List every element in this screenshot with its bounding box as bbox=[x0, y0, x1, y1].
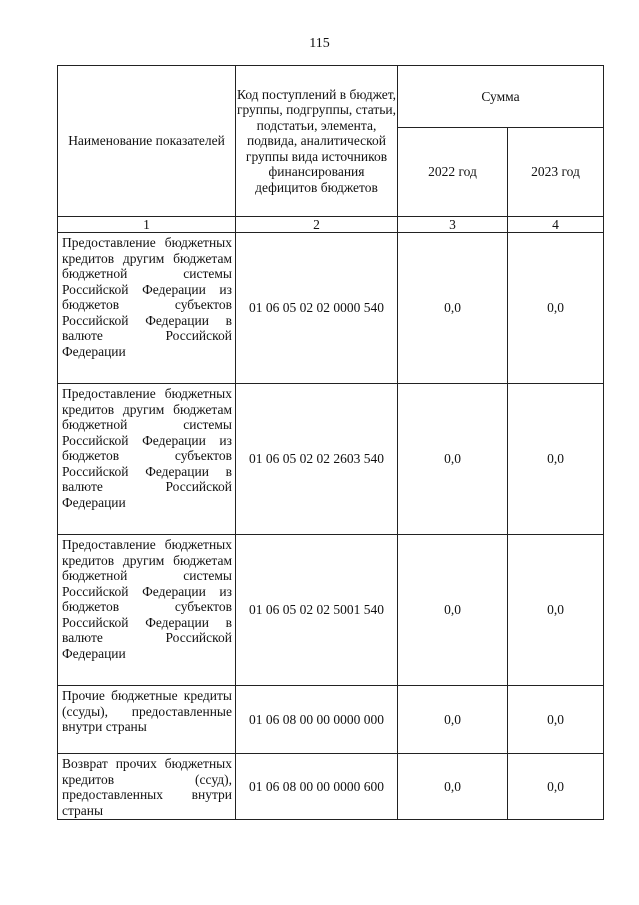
header-sum-column: Сумма bbox=[398, 66, 604, 128]
row-value-2022: 0,0 bbox=[398, 233, 508, 384]
page-number: 115 bbox=[309, 36, 330, 51]
table-row bbox=[58, 535, 604, 686]
row-name: Прочие бюджетные кредиты (ссуды), предоставленные внутри страны bbox=[58, 686, 236, 754]
row-value-2023: 0,0 bbox=[508, 535, 604, 686]
row-value-2023: 0,0 bbox=[508, 754, 604, 820]
column-number-row bbox=[58, 217, 604, 233]
table-row bbox=[58, 754, 604, 820]
header-name-column: Наименование показателей bbox=[58, 66, 236, 217]
row-code: 01 06 08 00 00 0000 600 bbox=[236, 754, 398, 820]
row-name: Предоставление бюджетных кредитов другим бюджетам бюджетной системы Российской Федерации из бюджетов субъектов Российской Федерации в валюте Российской Федерации bbox=[58, 535, 236, 686]
budget-table bbox=[57, 65, 604, 820]
row-name: Предоставление бюджетных кредитов другим бюджетам бюджетной системы Российской Федерации из бюджетов субъектов Российской Федерации в валюте Российской Федерации bbox=[58, 233, 236, 384]
row-value-2022: 0,0 bbox=[398, 535, 508, 686]
column-number-1: 1 bbox=[58, 217, 236, 233]
table-row bbox=[58, 233, 604, 384]
column-number-4: 4 bbox=[508, 217, 604, 233]
table-row bbox=[58, 686, 604, 754]
table-row bbox=[58, 384, 604, 535]
row-value-2022: 0,0 bbox=[398, 754, 508, 820]
row-name: Возврат прочих бюджетных кредитов (ссуд), предоставленных внутри страны bbox=[58, 754, 236, 820]
row-value-2023: 0,0 bbox=[508, 384, 604, 535]
row-value-2022: 0,0 bbox=[398, 384, 508, 535]
row-name: Предоставление бюджетных кредитов другим бюджетам бюджетной системы Российской Федерации из бюджетов субъектов Российской Федерации в валюте Российской Федерации bbox=[58, 384, 236, 535]
row-value-2023: 0,0 bbox=[508, 233, 604, 384]
row-value-2023: 0,0 bbox=[508, 686, 604, 754]
row-code: 01 06 08 00 00 0000 000 bbox=[236, 686, 398, 754]
column-number-2: 2 bbox=[236, 217, 398, 233]
row-value-2022: 0,0 bbox=[398, 686, 508, 754]
header-row-top bbox=[58, 66, 604, 128]
column-number-3: 3 bbox=[398, 217, 508, 233]
row-code: 01 06 05 02 02 5001 540 bbox=[236, 535, 398, 686]
row-code: 01 06 05 02 02 0000 540 bbox=[236, 233, 398, 384]
header-code-column: Код поступлений в бюджет, группы, подгруппы, статьи, подстатьи, элемента, подвида, аналитической группы вида источников финансирования дефицитов бюджетов bbox=[236, 66, 398, 217]
header-year-2022: 2022 год bbox=[398, 128, 508, 217]
header-year-2023: 2023 год bbox=[508, 128, 604, 217]
row-code: 01 06 05 02 02 2603 540 bbox=[236, 384, 398, 535]
